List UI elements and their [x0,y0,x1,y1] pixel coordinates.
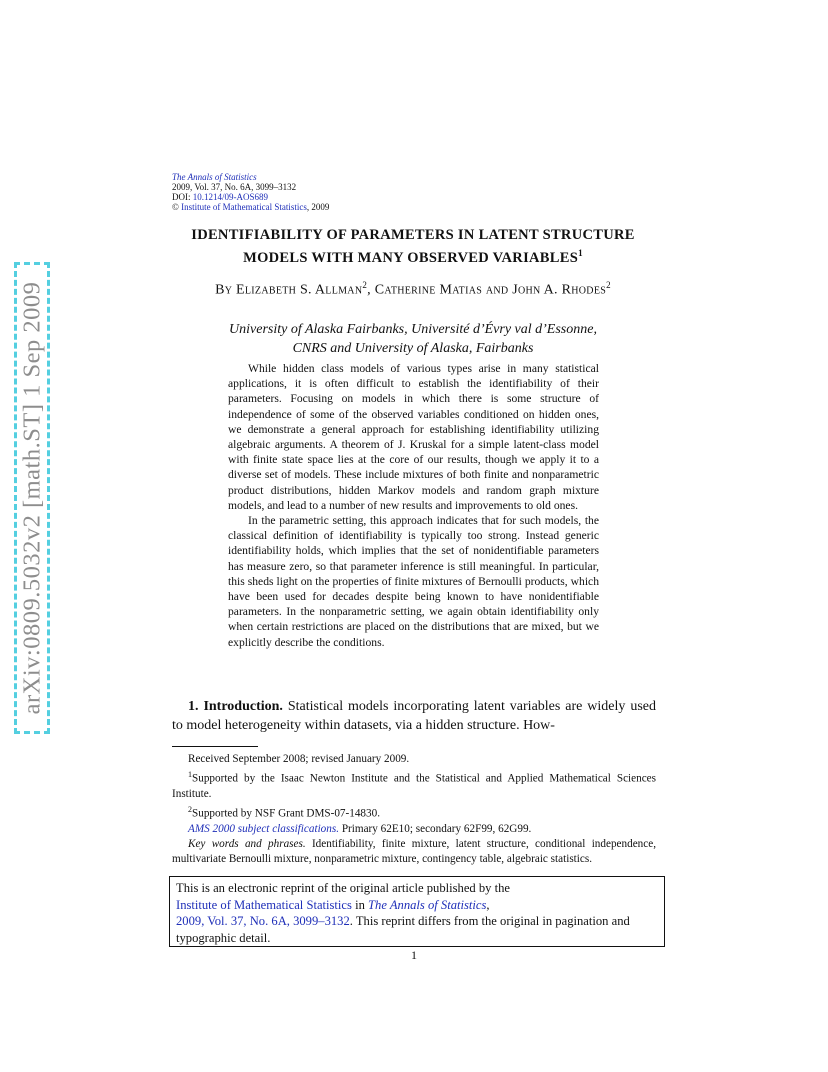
affiliation-line-1: University of Alaska Fairbanks, Université d’Évry val d’Essonne, [229,322,597,337]
reprint-comma: , [486,897,490,912]
author-2: Catherine Matias [374,282,483,298]
author-list [170,276,656,300]
keywords-label: Key words and phrases. [188,837,306,850]
intro-text: Statistical models incorporating latent variables are widely used to model heterogeneity within datasets, via a hidden structure. How- [172,699,657,733]
citation-link[interactable]: 2009, Vol. 37, No. 6A, 3099–3132 [176,914,350,928]
footnote-divider [172,746,258,747]
footnote-2-mark: 2 [188,805,192,815]
introduction-section [172,697,656,735]
page-number: 1 [411,948,417,962]
received-note: Received September 2008; revised January 2009. [188,753,410,765]
ims-reprint-link[interactable]: Institute of Mathematical Statistics [176,897,352,912]
title-footnote-mark: 1 [578,248,583,258]
arxiv-id: arXiv:0809.5032v2 [math.ST] 1 Sep 2009 [18,281,45,715]
volume-line: 2009, Vol. 37, No. 6A, 3099–3132 [172,182,297,192]
affiliations [170,320,656,358]
keywords: Identifiability, finite mixture, latent structure, conditional independence, multivariate Bernoulli mixture, nonparametric mixture, contingency table, algebraic statistics. [172,837,656,866]
author-3-mark: 2 [606,280,611,290]
ims-link[interactable]: Institute of Mathematical Statistics [181,202,307,212]
title-line-1: IDENTIFIABILITY OF PARAMETERS IN LATENT STRUCTURE [191,227,635,243]
doi-label: DOI: [172,192,191,202]
reprint-notice [169,876,665,947]
title-line-2: MODELS WITH MANY OBSERVED VARIABLES [243,249,579,266]
journal-link[interactable]: The Annals of Statistics [172,172,257,182]
by-label: By [215,282,237,298]
footnote-1-mark: 1 [188,770,192,780]
copyright-year: , 2009 [306,202,330,212]
abstract-paragraph-2: In the parametric setting, this approach indicates that for such models, the classical definition of identifiability is typically too strong. Instead generic identifiability holds, which implies that the set of nonidentifiable parameters has measure zero, so that parameter inference is still meaningful. In particular, this sheds light on the properties of finite mixtures of Bernoulli products, which have been used for decades despite being known to have nonidentifiable parameters. In the nonparametric setting, we again obtain identifiability only when certain restrictions are placed on the distributions that are mixed, but we explicitly describe the conditions. [228,514,599,649]
footnotes [172,752,656,867]
author-separator-and: and [482,282,513,298]
doi-link[interactable]: 10.1214/09-AOS689 [192,192,269,202]
ams-classification: Primary 62E10; secondary 62F99, 62G99. [339,822,532,835]
author-separator: , [367,282,375,298]
abstract-paragraph-1: While hidden class models of various types arise in many statistical applications, it is often difficult to establish the identifiability of their parameters. Focusing on models in which there is some structure of independence of some of the observed variables conditioned on hidden ones, we demonstrate a general approach for establishing identifiability utilizing algebraic arguments. A theorem of J. Kruskal for a simple latent-class model with finite state space lies at the core of our results, though we apply it to a diverse set of models. These include mixtures of both finite and nonparametric product distributions, hidden Markov models and random graph mixture models, and lead to a number of new results and improvements to old ones. [228,362,599,512]
journal-reprint-link[interactable]: The Annals of Statistics [368,897,487,912]
footnote-2: Supported by NSF Grant DMS-07-14830. [192,807,381,820]
author-3: John A. Rhodes [512,282,607,298]
copyright-icon: © [172,202,179,212]
paper-title [160,226,666,267]
arxiv-stamp [14,262,50,734]
abstract [228,361,599,650]
footnote-1: Supported by the Isaac Newton Institute and the Statistical and Applied Mathematical Sciences Institute. [172,772,656,800]
journal-header [172,172,329,212]
reprint-note: . This reprint differs from the original in pagination and typographic detail. [176,914,630,945]
section-heading: 1. Introduction. [188,699,283,714]
author-1: Elizabeth S. Allman [236,282,363,298]
reprint-in: in [351,897,369,912]
reprint-intro: This is an electronic reprint of the original article published by the [176,881,510,895]
author-1-mark: 2 [362,280,368,290]
affiliation-line-2: CNRS and University of Alaska, Fairbanks [292,341,534,356]
ams-classification-link[interactable]: AMS 2000 subject classifications. [188,822,340,835]
